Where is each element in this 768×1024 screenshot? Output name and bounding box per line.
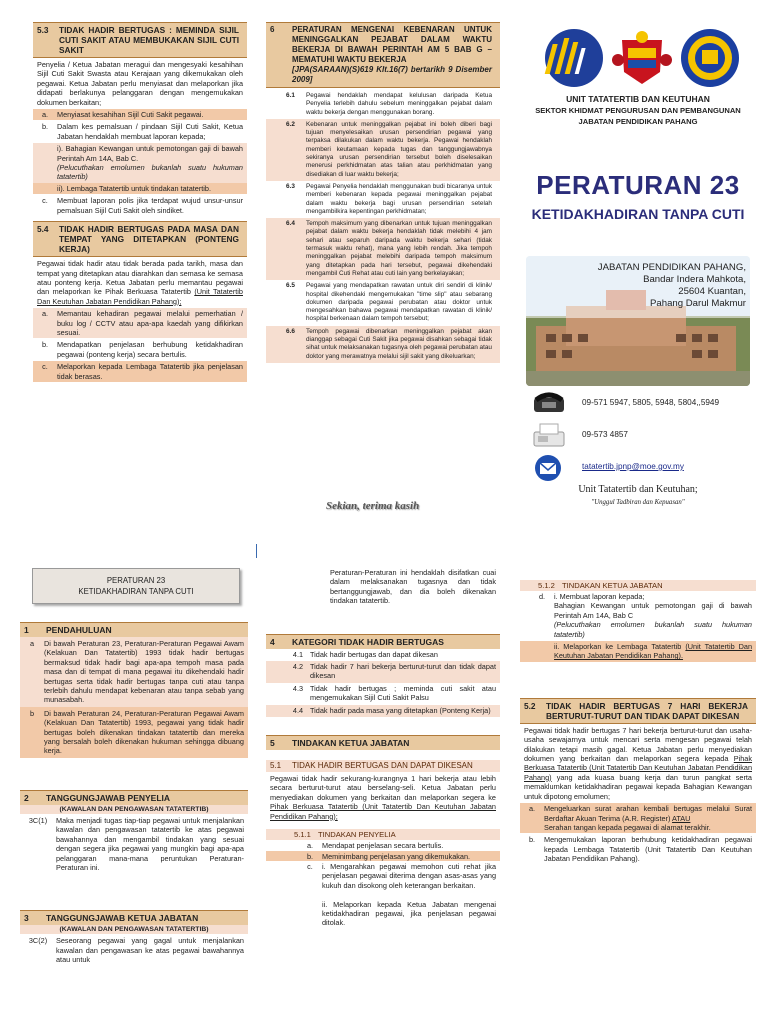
logo-row	[542, 28, 742, 90]
item-b: b. Dalam kes pemalsuan / pindaan Sijil Cuti Sakit, Ketua Jabatan hendaklah membuat laporan kepada;	[41, 122, 243, 141]
bottom-right-column	[520, 580, 756, 866]
section-5-1-header: 5.1 TIDAK HADIR BERTUGAS DAN DAPAT DIKESAN	[266, 760, 500, 772]
category-text: Tidak hadir bertugas ; meminda cuti sakit atau mengemukakan Sijil Cuti Sakit Palsu	[310, 683, 496, 703]
section-4-items	[266, 649, 500, 717]
item-a: a. Mendapat penjelasan secara bertulis.	[306, 841, 444, 851]
category-number: 4.2	[292, 662, 304, 672]
item-b: b. Meminimbang penjelasan yang dikemukakan.	[266, 851, 500, 861]
main-title: PERATURAN 23	[536, 170, 740, 200]
category-number: 4.4	[292, 705, 304, 715]
building-photo	[526, 256, 750, 386]
section-6-header: 6 PERATURAN MENGENAI KEBENARAN UNTUK MENINGGALKAN PEJABAT DALAM WAKTU BEKERJA DI BAWAH PERINTAH AM 5 BAB G – MEMATUHI WAKTU BEKERJA [JPA(SARAAN)(S)619 Klt.16(7) bertarikh 9 Disember 2009]	[266, 22, 500, 88]
bottom-left-column	[20, 568, 248, 967]
section-3-body: 3C(2) Seseorang pegawai yang gagal untuk menjalankan kawalan dan pengawasan ke atas pegawai bawahannya atau untuk	[28, 936, 244, 965]
section-2-subheader: (KAWALAN DAN PENGAWASAN TATATERTIB)	[20, 805, 248, 814]
category-item	[266, 661, 500, 683]
section-5-header: 5 TINDAKAN KETUA JABATAN	[266, 735, 500, 750]
section-5-2-body: Pegawai tidak hadir bertugas 7 hari bekerja berturut-turut dan usaha-usaha sewajarnya untuk mencari serta mengesan pegawai telah dilakukan tetapi masih gagal. Ketua Jabatan perlu menyediakan dokumen yang berkaitan dan melaporkan segera kepada Pihak Berkuasa Tatatertib (Unit Tatatertib Dan Keutuhan Jabatan Pendidikan Pahang) yang ada kuasa buang kerja dan turun pangkat serta memaklumkan ketidakhadiran pegawai kepada Bahagian Kewangan untuk dipotong emolumen;	[524, 725, 753, 801]
section-3-header: 3 TANGGUNGJAWAB KETUA JABATAN	[20, 910, 248, 925]
address-block: JABATAN PENDIDIKAN PAHANG, Bandar Indera Mahkota, 25604 Kuantan, Pahang Darul Makmur	[597, 262, 746, 309]
top-middle-column	[266, 22, 500, 512]
email-link[interactable]: tatatertib.jpnp@moe.gov.my	[582, 462, 684, 471]
item-b: b. Mendapatkan penjelasan berhubung ketidakhadiran pegawai (ponteng kerja) secara bertulis.	[41, 340, 243, 359]
kpm-logo-icon	[545, 29, 603, 87]
fax-icon	[532, 422, 566, 453]
item-d: d. i. Membuat laporan kepada; Bahagian Kewangan untuk pemotongan gaji di bawah Perintah Am 14A, Bab C (Pelucuthakan emolumen bukanlah suatu hukuman tatatertib)	[538, 592, 752, 639]
continued-text: Peraturan-Peraturan ini hendaklah disifatkan cuai dalam melaksanakan tugasnya dan tidak bertanggungjawab, dan dia boleh dikenakan tindakan tatatertib.	[330, 568, 496, 606]
item-d-ii: ii. Melaporkan ke Lembaga Tatatertib (Unit Tatatertib Dan Keutuhan Jabatan Pendidikan Pahang).	[520, 641, 756, 662]
logos	[542, 28, 742, 90]
section-6-items	[266, 90, 500, 363]
category-text: Tidak hadir bertugas dan dapat dikesan	[310, 649, 438, 659]
rule-text: Pegawai yang mendapatkan rawatan untuk diri sendiri di klinik/ hospital dikehendaki mengemukakan "time slip" atau sebarang dokumen daripada pegawai perubatan atau doktor untuk mengesahkan bahawa pegawai mendapatkan rawatan di klinik/ hospital berkenaan dalam tempoh tersebut;	[306, 282, 492, 323]
jpn-logo-icon	[681, 29, 739, 87]
rule-item	[266, 280, 500, 325]
item-a: a. Mengeluarkan surat arahan kembali bertugas melalui Surat Berdaftar Akuan Terima (A.R. Register) ATAU Serahan tangan kepada pegawai di alamat terakhir.	[520, 803, 756, 833]
rule-text: Tempoh maksimum yang dibenarkan untuk tujuan meninggalkan pejabat dalam waktu bekerja hendaklah tidak melebihi 4 jam sehari atau separuh daripada waktu bekerja sehari (tidak termasuk waktu rehat), mana yang lebih rendah. Jika tempoh meninggalkan pejabat melebihi daripada tempoh maksimum yang ditetapkan pada hari tersebut, pegawai dikehendaki mengambil Cuti Rehat atau cuti lain yang berkelayakan;	[306, 220, 492, 277]
rule-number: 6.2	[286, 120, 295, 128]
top-left-column	[33, 22, 247, 382]
rule-number: 6.3	[286, 182, 295, 190]
section-3-subheader: (KAWALAN DAN PENGAWASAN TATATERTIB)	[20, 925, 248, 934]
phone-icon	[532, 392, 566, 419]
main-subtitle: KETIDAKHADIRAN TANPA CUTI	[531, 206, 745, 222]
category-number: 4.3	[292, 683, 304, 693]
rule-number: 6.5	[286, 282, 295, 290]
item-b-i: i). Bahagian Kewangan untuk pemotongan gaji di bawah Perintah Am 14A, Bab C. (Pelucuthakan emolumen bukanlah suatu hukuman tatatertib)	[33, 143, 247, 183]
section-4-header: 4 KATEGORI TIDAK HADIR BERTUGAS	[266, 634, 500, 649]
section-2-body: 3C(1) Maka menjadi tugas tiap-tiap pegawai untuk menjalankan kawalan dan pengawasan tatatertib ke atas pegawai bawahannya dan mengambil tindakan yang sesuai dengan segera jika pegawai yang mungkin bagi apa-apa pelanggaran mana-mana peruntukan Peraturan-Peraturan ini.	[28, 815, 244, 872]
section-5-3-header	[33, 22, 247, 58]
phone-number: 09-571 5947, 5805, 5948, 5804,,5949	[582, 398, 720, 407]
item-c: c. Melaporkan kepada Lembaga Tatatertib jika penjelasan tidak berasas.	[33, 361, 247, 382]
section-5-4-intro: Pegawai tidak hadir atau tidak berada pada tarikh, masa dan tempat yang ditetapkan atau diarahkan dan semasa ke semasa atau ponteng kerja. Ketua Jabatan perlu memantau pegawai dan melaporkan ke Pihak Berkuasa Tatatertib (Unit Tatatertib Dan Keutuhan Jabatan Pendidikan Pahang);	[37, 259, 243, 306]
bottom-middle-column	[266, 568, 500, 928]
item-b: b. Mengemukakan laporan berhubung ketidakhadiran pegawai kepada Lembaga Tatatertib (Unit Tatatertib Dan Keutuhan Jabatan Pendidikan Pahang).	[528, 835, 752, 864]
rule-number: 6.4	[286, 220, 295, 228]
top-right-column	[520, 22, 756, 532]
section-5-1-1-header: 5.1.1 TINDAKAN PENYELIA	[266, 829, 500, 840]
category-number: 4.1	[292, 649, 304, 659]
signature-unit: Unit Tatatertib dan Keutuhan;	[578, 484, 698, 495]
signature-motto: "Unggul Tadbiran dan Kepuasan"	[591, 499, 685, 506]
category-item	[266, 649, 500, 661]
coat-of-arms-icon	[612, 31, 672, 84]
section-1-item-a: a Di bawah Peraturan 23, Peraturan-Peraturan Pegawai Awam (Kelakuan Dan Tatatertib) 1993 tidak hadir bertugas bermaksud tidak hadir bagi apa-apa tempoh masa pada masa dan di tempat di mana pegawai itu dikehendaki hadir bertugas serta tidak hadir bertugas tanpa cuti atau tanpa terlebih dahulu mendapat kebenaran atau tanpa sebab yang munasabah.	[20, 637, 248, 707]
section-1-item-b: b Di bawah Peraturan 24, Peraturan-Peraturan Pegawai Awam (Kelakuan Dan Tatatertib) 1993, pegawai yang tidak hadir bertugas boleh dikenakan tindakan tatatertib dan mereka yang bersalah boleh dikenakan hukuman sehingga dibuang kerja.	[20, 707, 248, 758]
item-a: a. Memantau kehadiran pegawai melalui pemerhatian / buku log / CCTV atau apa-apa kaedah yang difikirkan sesuai.	[33, 308, 247, 338]
item-c: c. i. Mengarahkan pegawai memohon cuti rehat jika penjelasan pegawai diterima dengan asas-asas yang kukuh dan disokong oleh keterangan berkaitan. ii. Melaporkan kepada Ketua Jabatan mengenai ketidakhadiran pegawai, jika penjelasan pegawai ditolak.	[307, 861, 496, 928]
rule-item	[266, 119, 500, 181]
banner-title: PERATURAN 23 KETIDAKHADIRAN TANPA CUTI	[32, 568, 240, 604]
category-item	[266, 705, 500, 717]
rule-item	[266, 90, 500, 119]
closing-text: Sekian, terima kasih	[326, 500, 420, 512]
rule-text: Tempoh pegawai dibenarkan meninggalkan pejabat akan dianggap sebagai Cuti Sakit jika pegawai disahkan sebagai tidak sihat untuk melaksanakan tugasnya oleh pegawai perubatan atau doktor yang merawatnya melalui sijil sakit yang dikeluarkan;	[306, 327, 492, 360]
department-name: JABATAN PENDIDIKAN PAHANG	[578, 117, 698, 126]
email-icon	[534, 454, 562, 487]
rule-item	[266, 181, 500, 218]
item-b-ii: ii). Lembaga Tatatertib untuk tindakan tatatertib.	[33, 183, 247, 194]
section-5-4-header: 5.4 TIDAK HADIR BERTUGAS PADA MASA DAN TEMPAT YANG DITETAPKAN (PONTENG KERJA)	[33, 221, 247, 257]
item-c: c. Membuat laporan polis jika terdapat wujud unsur-unsur pemalsuan Sijil Cuti Sakit oleh sindiket.	[42, 196, 243, 215]
category-text: Tidak hadir 7 hari bekerja berturut-turut dan tidak dapat dikesan	[310, 662, 496, 681]
rule-number: 6.1	[286, 92, 295, 99]
section-5-3-intro: Penyelia / Ketua Jabatan meragui dan mengesyaki kesahihan Sijil Cuti Sakit Swasta atau Kerajaan yang dikemukakan oleh pegawai. Ketua Jabatan perlu menyiasat dan melaporkan jika didapati berlakunya pelanggaran dengan mengemukakan dokumen berkaitan;	[37, 60, 243, 107]
rule-text: Pegawai hendaklah mendapat kelulusan daripada Ketua Penyelia terlebih dahulu sebelum meninggalkan pejabat dalam waktu bekerja dengan menggunakan borang.	[306, 92, 492, 116]
section-2-header: 2 TANGGUNGJAWAB PENYELIA	[20, 790, 248, 805]
section-1-header: 1 PENDAHULUAN	[20, 622, 248, 637]
section-number: 5.3	[37, 25, 49, 35]
rule-item	[266, 218, 500, 280]
rule-number: 6.6	[286, 327, 295, 335]
category-text: Tidak hadir pada masa yang ditetapkan (Ponteng Kerja)	[310, 705, 491, 715]
item-a: a. Menyiasat kesahihan Sijil Cuti Sakit pegawai.	[33, 109, 247, 120]
sector-name: SEKTOR KHIDMAT PENGURUSAN DAN PEMBANGUNAN	[535, 106, 741, 115]
section-title: TIDAK HADIR BERTUGAS : MEMINDA SIJIL CUTI SAKIT ATAU MEMBUKAKAN SIJIL CUTI SAKIT	[59, 25, 239, 55]
unit-name: UNIT TATATERTIB DAN KEUTUHAN	[566, 94, 710, 104]
category-item	[266, 683, 500, 705]
section-5-1-2-header: 5.1.2 TINDAKAN KETUA JABATAN	[520, 580, 756, 591]
fold-marker	[256, 544, 257, 558]
fax-number: 09-573 4857	[582, 430, 628, 439]
rule-text: Pegawai Penyelia hendaklah menggunakan budi bicaranya untuk memberi kebenaran kepada pegawai meninggalkan pejabat dalam waktu bekerja bagi urusan persendirian setelah mengambilkira kepentingan perkhidmatan;	[306, 182, 492, 215]
section-5-2-header: 5.2 TIDAK HADIR BERTUGAS 7 HARI BEKERJA BERTURUT-TURUT DAN TIDAK DAPAT DIKESAN	[520, 698, 756, 724]
section-5-1-body: Pegawai tidak hadir sekurang-kurangnya 1 hari bekerja atau lebih secara berturut-turut atau berselang-seli. Ketua Jabatan perlu menyediakan dokumen yang berkaitan dan melaporkan segera ke Pihak Berkuasa Tatatertib (Unit Tatatertib Dan Keutuhan Jabatan Pendidikan Pahang);	[270, 774, 496, 821]
rule-text: Kebenaran untuk meninggalkan pejabat ini boleh diberi bagi tujuan menyelesaikan urusan persendirian pegawai yang terpaksa dilakukan dalam waktu bekerja. Pegawai hendaklah memberi keutamaan kepada tugas dan tanggungjawabnya sekiranya urusan persendirian tersebut boleh diselesaikan menerusi perkhidmatan atas talian atau perkhidmatan yang disediakan di luar waktu bekerja;	[306, 120, 492, 178]
rule-item	[266, 326, 500, 363]
